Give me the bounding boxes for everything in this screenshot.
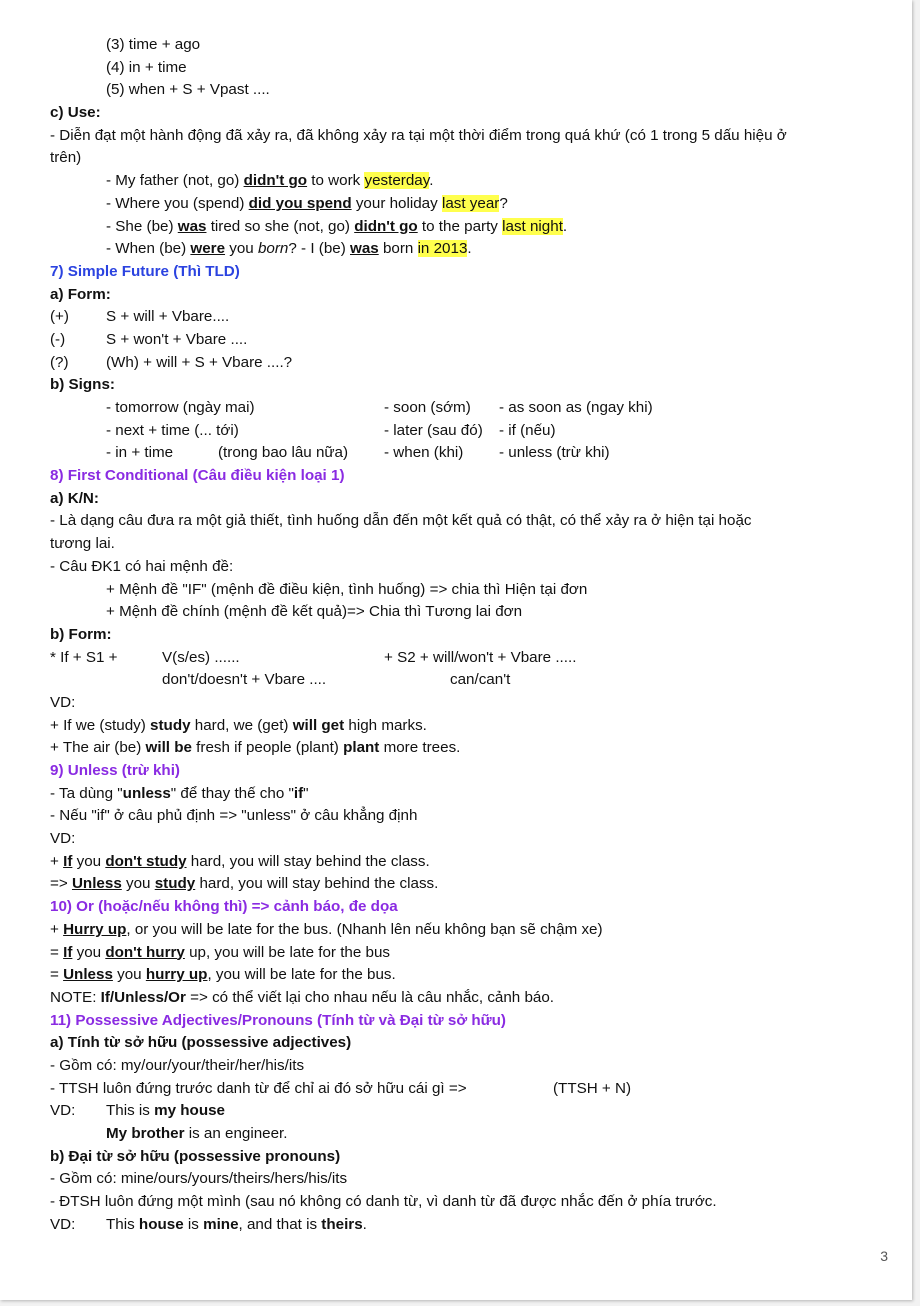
answer: didn't go: [243, 172, 308, 190]
or-note: [50, 987, 890, 1010]
text: This is: [106, 1102, 155, 1120]
text: =>: [50, 875, 72, 893]
text: hard, you will stay behind the class.: [186, 852, 430, 870]
sign-item: - tomorrow (ngày mai): [106, 399, 255, 416]
keyword: don't study: [105, 852, 187, 870]
form-sign: (?): [50, 353, 69, 371]
text: hard, we (get): [190, 716, 293, 734]
conditional-form-heading: b) Form:: [50, 625, 112, 643]
page-content: [50, 34, 890, 1236]
keyword: don't hurry: [105, 943, 185, 961]
text: you: [121, 875, 155, 893]
past-use-desc: trên): [50, 149, 82, 167]
future-signs-row: [50, 397, 890, 420]
keyword: If/Unless/Or: [100, 988, 186, 1006]
text: + The air (be): [50, 739, 146, 757]
sign-item: - unless (trừ khi): [499, 444, 610, 462]
unless-example: [50, 873, 890, 896]
keyword: house: [138, 1215, 184, 1233]
past-example: [50, 193, 890, 216]
section-heading-possessive: 11) Possessive Adjectives/Pronouns (Tính từ và Đại từ sở hữu): [50, 1011, 506, 1029]
answer: will be: [145, 739, 192, 757]
possessive-line: - ĐTSH luôn đứng một mình (sau nó không có danh từ, vì danh từ đã được nhắc đến ở phía trước.: [50, 1193, 717, 1211]
past-sign-line: (4) in + time: [106, 58, 187, 76]
keyword: mine: [203, 1215, 239, 1233]
future-form-line: [50, 352, 890, 375]
text: hard, you will stay behind the class.: [195, 875, 439, 893]
conditional-kn-heading: a) K/N:: [50, 489, 99, 507]
sign-item: - later (sau đó): [384, 421, 483, 439]
possessive-a-heading: a) Tính từ sở hữu (possessive adjectives): [50, 1034, 352, 1052]
future-signs-row: [50, 442, 890, 465]
text: - Ta dùng ": [50, 784, 123, 802]
text: high marks.: [344, 716, 427, 734]
conditional-kn-line: - Câu ĐK1 có hai mệnh đề:: [50, 557, 234, 575]
sign-item: - if (nếu): [499, 421, 556, 439]
section-heading-unless: 9) Unless (trừ khi): [50, 762, 180, 779]
text: - TTSH luôn đứng trước danh từ để chỉ ai đó sở hữu cái gì =>: [50, 1079, 467, 1097]
future-signs-row: [50, 420, 890, 443]
keyword: Unless: [63, 966, 113, 984]
text: .: [429, 172, 434, 190]
text: +: [50, 920, 64, 938]
text: your holiday: [351, 194, 442, 212]
text: to work: [307, 172, 365, 190]
possessive-example: [50, 1100, 890, 1123]
keyword: Unless: [71, 875, 122, 893]
keyword: If: [63, 943, 73, 961]
text: " để thay thế cho ": [170, 784, 294, 802]
form-part: V(s/es) ......: [162, 648, 240, 666]
text: .: [362, 1215, 367, 1233]
text: , you will be late for the bus.: [207, 966, 396, 984]
text: ?: [499, 194, 508, 212]
sign-item: (trong bao lâu nữa): [218, 444, 349, 462]
text: you: [72, 943, 106, 961]
text: - My father (not, go): [106, 172, 244, 190]
conditional-form-line: [50, 647, 890, 670]
vd-label: VD:: [50, 1102, 76, 1120]
text: =: [50, 966, 64, 984]
form-part: don't/doesn't + Vbare ....: [162, 671, 327, 689]
possessive-b-heading: b) Đại từ sở hữu (possessive pronouns): [50, 1147, 341, 1165]
possessive-line: - Gồm có: mine/ours/yours/theirs/hers/his/its: [50, 1170, 348, 1188]
highlight: last year: [441, 194, 500, 212]
conditional-example: [50, 715, 890, 738]
highlight: in 2013: [417, 240, 468, 258]
text: is an engineer.: [184, 1125, 288, 1142]
text: , and that is: [238, 1215, 322, 1233]
possessive-line: [50, 1078, 890, 1101]
sign-item: - when (khi): [384, 444, 464, 462]
text: =: [50, 943, 64, 961]
future-form-heading: a) Form:: [50, 285, 111, 303]
vd-label: VD:: [50, 693, 76, 711]
answer: were: [190, 240, 226, 258]
text: to the party: [417, 217, 503, 235]
form-part: can/can't: [450, 671, 511, 689]
sign-item: - soon (sớm): [384, 399, 471, 416]
form-part: + S2 + will/won't + Vbare .....: [384, 648, 577, 666]
form-sign: (-): [50, 330, 66, 348]
past-example: [50, 170, 890, 193]
answer: was: [350, 240, 379, 258]
keyword: unless: [122, 784, 171, 802]
answer: plant: [343, 739, 380, 757]
sign-item: - next + time (... tới): [106, 421, 239, 439]
future-form-line: [50, 306, 890, 329]
page-number: 3: [880, 1248, 888, 1264]
formula: (TTSH + N): [553, 1079, 632, 1097]
highlight: yesterday: [364, 172, 430, 190]
text: +: [50, 852, 64, 870]
conditional-example: [50, 737, 890, 760]
text: .: [467, 240, 472, 258]
future-signs-heading: b) Signs:: [50, 376, 115, 394]
keyword: If: [63, 852, 73, 870]
unless-example: [50, 851, 890, 874]
answer: will get: [292, 716, 345, 734]
answer: didn't go: [354, 217, 418, 235]
text: NOTE:: [50, 988, 101, 1006]
text: , or you will be late for the bus. (Nhanh lên nếu không bạn sẽ chậm xe): [126, 920, 603, 938]
italic-word: born: [257, 240, 289, 258]
text: This: [106, 1215, 139, 1233]
keyword: if: [293, 784, 304, 802]
form-part: * If + S1 +: [50, 648, 118, 666]
past-use-desc: - Diễn đạt một hành động đã xảy ra, đã không xảy ra tại một thời điểm trong quá khứ (có 1 trong 5 dấu hiệu ở: [50, 126, 787, 144]
conditional-kn-line: + Mệnh đề "IF" (mệnh đề điều kiện, tình huống) => chia thì Hiện tại đơn: [106, 580, 588, 598]
text: - Where you (spend): [106, 194, 249, 212]
past-example: [50, 216, 890, 239]
keyword: study: [154, 875, 196, 893]
text: ? - I (be): [288, 240, 350, 258]
unless-line: [50, 783, 890, 806]
form-text: (Wh) + will + S + Vbare ....?: [106, 353, 293, 371]
answer: did you spend: [248, 194, 352, 212]
or-example: [50, 964, 890, 987]
form-sign: (+): [50, 308, 69, 326]
conditional-kn-line: tương lai.: [50, 535, 115, 553]
keyword: My brother: [106, 1125, 185, 1142]
keyword: hurry up: [145, 966, 208, 984]
text: ": [303, 784, 309, 802]
unless-line: - Nếu "if" ở câu phủ định => "unless" ở câu khẳng định: [50, 807, 418, 825]
text: tired so she (not, go): [206, 217, 355, 235]
keyword: theirs: [321, 1215, 363, 1233]
text: => có thể viết lại cho nhau nếu là câu nhắc, cảnh báo.: [185, 988, 555, 1006]
past-use-heading: c) Use:: [50, 104, 101, 122]
sign-item: - in + time: [106, 444, 174, 462]
text: - She (be): [106, 217, 178, 235]
text: + If we (study): [50, 716, 151, 734]
text: - When (be): [106, 240, 191, 258]
conditional-kn-line: + Mệnh đề chính (mệnh đề kết quả)=> Chia thì Tương lai đơn: [106, 603, 523, 621]
section-heading-conditional: 8) First Conditional (Câu điều kiện loại 1): [50, 467, 345, 485]
past-sign-line: (5) when + S + Vpast ....: [106, 81, 270, 99]
possessive-example: [50, 1123, 890, 1146]
answer: was: [177, 217, 207, 235]
text: you: [225, 240, 258, 258]
section-heading-or: 10) Or (hoặc/nếu không thì) => cảnh báo, đe dọa: [50, 898, 398, 916]
text: is: [183, 1215, 204, 1233]
or-example: [50, 942, 890, 965]
section-heading-future: 7) Simple Future (Thì TLD): [50, 262, 240, 280]
future-form-line: [50, 329, 890, 352]
text: .: [562, 217, 568, 235]
text: up, you will be late for the bus: [184, 943, 391, 961]
possessive-line: - Gồm có: my/our/your/their/her/his/its: [50, 1056, 305, 1074]
conditional-kn-line: - Là dạng câu đưa ra một giả thiết, tình huống dẫn đến một kết quả có thật, có thể xảy ra ở hiện tại hoặc: [50, 512, 752, 530]
highlight: last night: [502, 217, 563, 235]
answer: study: [150, 716, 191, 734]
vd-label: VD:: [50, 1215, 76, 1233]
text: more trees.: [379, 739, 461, 757]
text: you: [72, 852, 106, 870]
keyword: my house: [154, 1102, 226, 1120]
possessive-example: [50, 1214, 890, 1237]
text: you: [112, 966, 146, 984]
text: fresh if people (plant): [191, 739, 344, 757]
past-example: [50, 238, 890, 261]
sign-item: - as soon as (ngay khi): [499, 399, 653, 416]
conditional-form-line: [50, 669, 890, 692]
keyword: Hurry up: [63, 920, 127, 938]
or-example: [50, 919, 890, 942]
past-sign-line: (3) time + ago: [106, 36, 201, 53]
form-text: S + won't + Vbare ....: [106, 330, 248, 348]
form-text: S + will + Vbare....: [106, 308, 230, 326]
vd-label: VD:: [50, 830, 76, 848]
text: born: [378, 240, 418, 258]
